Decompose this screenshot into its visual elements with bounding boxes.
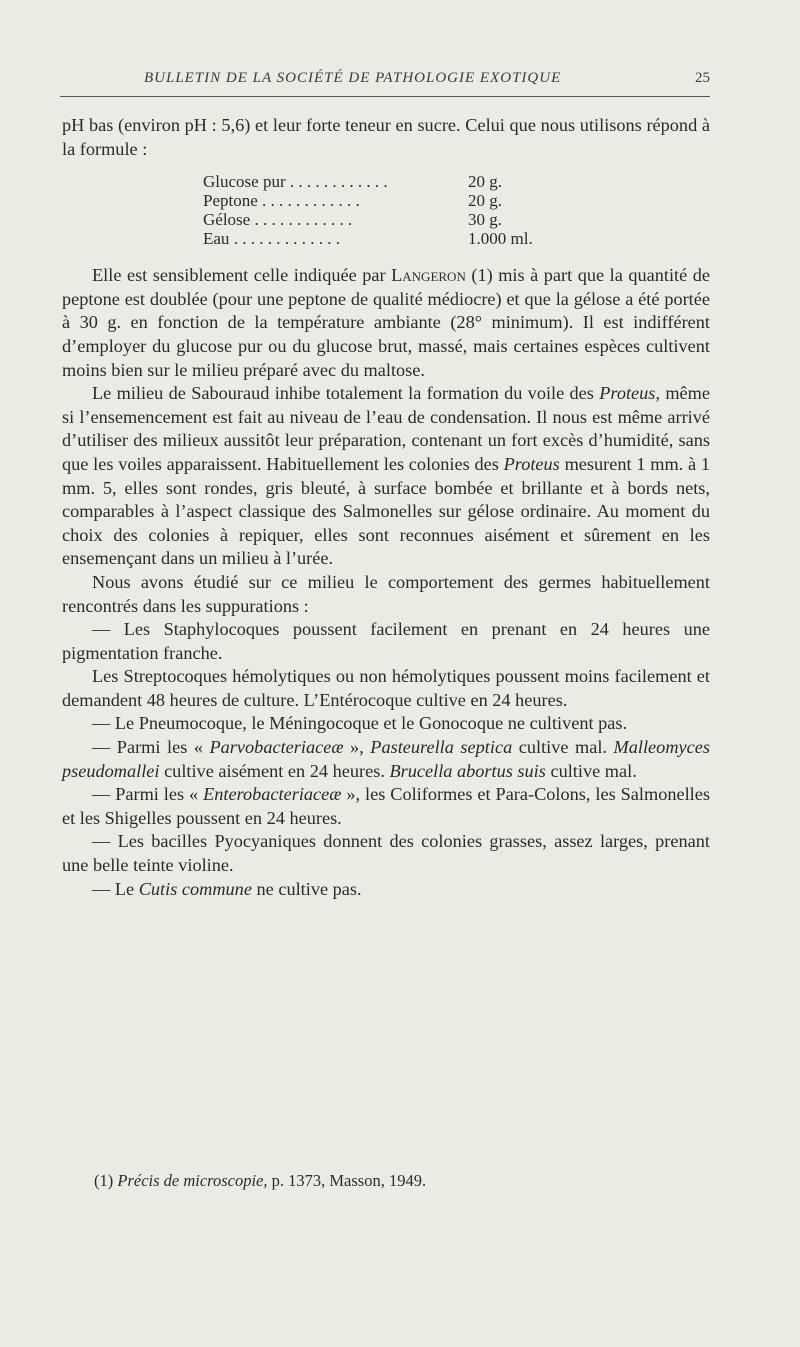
paragraph: Les Streptocoques hémolytiques ou non hémolytiques poussent moins facilement et demandent 48 heures de culture. L’Entérocoque cultive en 24 heures. xyxy=(62,666,710,710)
ingredient-qty: 20 g. xyxy=(468,172,502,192)
page-number: 25 xyxy=(695,70,710,86)
paragraph: Nous avons étudié sur ce milieu le comportement des germes habituellement rencontrés dans les suppurations : xyxy=(62,571,710,616)
paragraph: — Le Pneumocoque, le Méningocoque et le Gonocoque ne cultivent pas. xyxy=(92,713,628,734)
paragraph: Elle est sensiblement celle indiquée par Langeron (1) mis à part que la quantité de peptone est doublée (pour une peptone de qualité médiocre) et que la gélose a été portée à 30 g. en fonction de la température ambiante (28° minimum). Il est indifférent d’employer du glucose pur ou du glucose brut, massé, mais certaines espèces cultivent moins bien sur le milieu préparé avec du maltose. xyxy=(62,265,710,380)
paragraph: — Le Cutis commune ne cultive pas. xyxy=(92,878,362,899)
author-name: Langeron xyxy=(391,265,466,286)
ingredient-qty: 1.000 ml. xyxy=(468,229,533,249)
paragraph: — Parmi les « Parvobacteriaceæ », Pasteurella septica cultive mal. Malleomyces pseudomallei cultive aisément en 24 heures. Brucella abortus suis cultive mal. xyxy=(62,737,710,781)
ingredient-qty: 20 g. xyxy=(468,191,502,211)
running-header xyxy=(60,66,710,97)
recipe-row xyxy=(203,210,575,229)
recipe-row xyxy=(203,172,575,191)
body-text xyxy=(62,114,710,901)
paragraph: Le milieu de Sabouraud inhibe totalement la formation du voile des Proteus, même si l’ensemencement est fait au niveau de l’eau de condensation. Il nous est même arrivé d’utiliser des milieux aussitôt leur préparation, contenant un fort excès d’humidité, sans que les voiles apparaissent. Habituellement les colonies des Proteus mesurent 1 mm. à 1 mm. 5, elles sont rondes, gris bleuté, à surface bombée et brillante et à bords nets, comparables à l’aspect classique des Salmonelles sur gélose ordinaire. Au moment du choix des colonies à repiquer, elles sont reconnues aisément et sûrement en les ensemençant dans un milieu à l’urée. xyxy=(62,383,710,569)
running-title: BULLETIN DE LA SOCIÉTÉ DE PATHOLOGIE EXOTIQUE xyxy=(144,70,562,86)
ingredient-name: Eau . . . . . . . . . . . . . xyxy=(203,229,340,249)
intro-paragraph: pH bas (environ pH : 5,6) et leur forte teneur en sucre. Celui que nous utilisons répond à la formule : xyxy=(62,115,710,159)
ingredient-name: Peptone . . . . . . . . . . . . xyxy=(203,191,360,211)
recipe-row xyxy=(203,191,575,210)
paragraph: — Les bacilles Pyocyaniques donnent des colonies grasses, assez larges, prenant une belle teinte violine. xyxy=(62,831,710,876)
footnote: (1) Précis de microscopie, p. 1373, Masson, 1949. xyxy=(94,1171,427,1190)
paragraph: — Les Staphylocoques poussent facilement en prenant en 24 heures une pigmentation franche. xyxy=(62,619,710,663)
ingredient-qty: 30 g. xyxy=(468,210,502,230)
ingredient-name: Gélose . . . . . . . . . . . . xyxy=(203,210,353,230)
paragraph: — Parmi les « Enterobacteriaceæ », les Coliformes et Para-Colons, les Salmonelles et les Shigelles poussent en 24 heures. xyxy=(62,784,710,828)
ingredient-name: Glucose pur . . . . . . . . . . . . xyxy=(203,172,388,192)
recipe-table xyxy=(203,172,575,248)
recipe-row xyxy=(203,229,575,248)
